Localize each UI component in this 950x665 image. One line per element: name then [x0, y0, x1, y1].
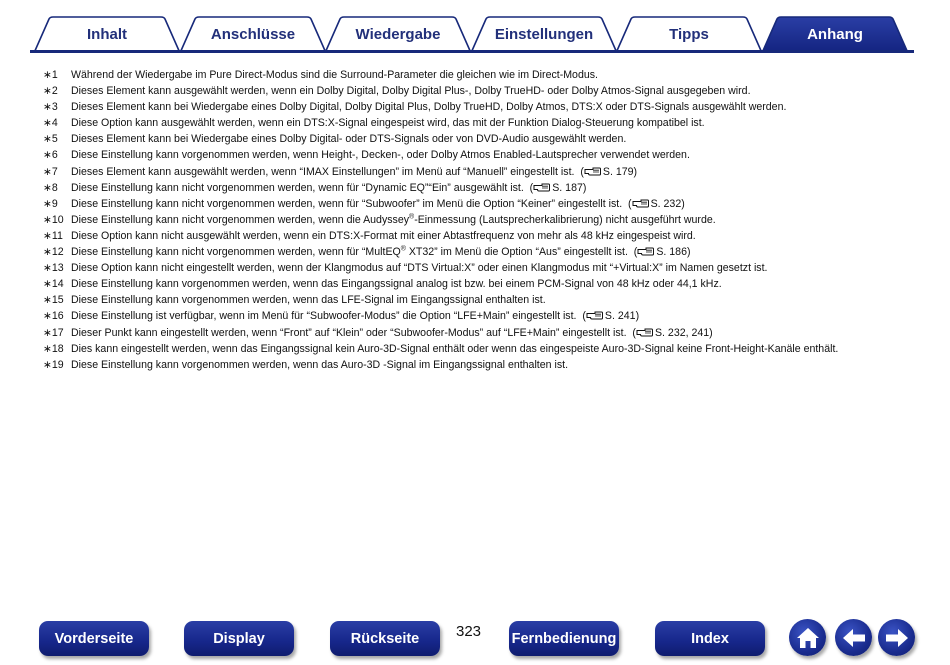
footnote-item [43, 196, 923, 212]
footnote-marker: ∗13 [43, 262, 64, 275]
footnote-item [43, 115, 923, 131]
nav-button-label: Fernbedienung [511, 630, 617, 647]
footnote-marker: ∗3 [43, 101, 58, 114]
pointing-hand-icon [586, 311, 603, 320]
tab-anhang[interactable] [761, 16, 909, 53]
page-reference-link[interactable]: ( S. 186) [627, 246, 691, 259]
page-reference-link[interactable]: ( S. 179) [574, 165, 638, 178]
page-reference-label: S. 241 [604, 310, 636, 323]
tab-bar [0, 0, 950, 56]
home-button[interactable] [789, 619, 826, 656]
footnote-text: Diese Option kann nicht ausgewählt werden, wenn ein DTS:X-Format mit einer Abtastfrequenz von mehr als 48 kHz eingespeist wird. [71, 229, 696, 242]
footnote-marker: ∗16 [43, 310, 64, 323]
tab-label: Einstellungen [494, 26, 594, 43]
footnote-item [43, 357, 923, 373]
footnote-text: Dieses Element kann bei Wiedergabe eines Dolby Digital, Dolby Digital Plus, Dolby TrueHD, Dolby Atmos, DTS:X oder DTS-Signals ausgewählt werden. [71, 101, 787, 114]
footnote-text: Dieses Element kann ausgewählt werden, wenn ein Dolby Digital, Dolby Digital Plus-, Dolby TrueHD- oder Dolby Atmos-Signal ausgegeben wird. [71, 85, 751, 98]
footnote-text: Diese Einstellung kann vorgenommen werden, wenn das LFE-Signal im Eingangssignal enthalten ist. [71, 294, 546, 307]
page-reference-label: S. 232 [650, 197, 682, 210]
footnote-marker: ∗1 [43, 69, 58, 81]
tab-baseline [30, 50, 914, 53]
nav-button-rueckseite[interactable] [330, 621, 440, 656]
footnote-text: Dies kann eingestellt werden, wenn das Eingangssignal kein Auro-3D-Signal enthält oder wenn das eingespeiste Auro-3D-Signal keine Front-Height-Kanäle enthält. [71, 342, 839, 355]
page-reference-link[interactable]: ( S. 187) [523, 181, 587, 194]
tab-tipps[interactable] [615, 16, 763, 53]
pointing-hand-icon [533, 183, 550, 192]
footnote-text: Während der Wiedergabe im Pure Direct-Modus sind die Surround-Parameter die gleichen wie im Direct-Modus. [71, 69, 598, 81]
footnote-item [43, 212, 923, 228]
footnote-marker: ∗19 [43, 358, 64, 371]
page-reference-label: S. 187 [552, 181, 583, 194]
pointing-hand-icon [632, 199, 649, 208]
tab-label: Anhang [807, 26, 863, 43]
footnote-marker: ∗14 [43, 278, 64, 291]
footnote-item [43, 325, 923, 341]
footnote-item [43, 308, 923, 324]
nav-button-vorderseite[interactable] [39, 621, 149, 656]
footnote-list [43, 67, 923, 373]
pointing-hand-icon [584, 167, 601, 176]
pointing-hand-icon [636, 328, 653, 337]
page-reference-link[interactable]: ( S. 232) [622, 197, 685, 210]
footnote-item [43, 292, 923, 308]
footnote-item [43, 341, 923, 357]
footnote-marker: ∗9 [43, 197, 58, 210]
next-page-button[interactable] [878, 619, 915, 656]
pointing-hand-icon [637, 247, 654, 256]
footnote-item [43, 83, 923, 99]
footnote-text: Diese Einstellung kann nicht vorgenommen werden, wenn für “MultEQ® XT32” im Menü die Option “Aus” eingestellt ist. [71, 245, 628, 259]
tab-label: Inhalt [87, 26, 127, 43]
footnote-marker: ∗11 [43, 229, 63, 242]
footnote-marker: ∗15 [43, 294, 64, 307]
footnote-text: Diese Einstellung kann nicht vorgenommen werden, wenn für “Dynamic EQ”“Ein” ausgewählt ist. [71, 181, 524, 194]
page-number: 323 [456, 623, 482, 640]
arrow-right-icon [884, 627, 910, 649]
footnote-marker: ∗12 [43, 246, 64, 259]
footnote-item [43, 164, 923, 180]
page-reference-label: S. 186 [656, 246, 687, 259]
footnote-marker: ∗17 [43, 326, 64, 339]
footnote-marker: ∗2 [43, 85, 58, 98]
footnote-item [43, 67, 923, 83]
footnote-item [43, 276, 923, 292]
footnote-text: Dieser Punkt kann eingestellt werden, wenn “Front” auf “Klein” oder “Subwoofer-Modus” auf “LFE+Main” eingestellt ist. [71, 326, 627, 339]
footnote-marker: ∗18 [43, 342, 64, 355]
footnote-text: Diese Einstellung ist verfügbar, wenn im Menü für “Subwoofer-Modus” die Option “LFE+Main” eingestellt ist. [71, 310, 577, 323]
footnote-item [43, 131, 923, 147]
footnote-text: Diese Einstellung kann nicht vorgenommen werden, wenn die Audyssey®-Einmessung (Lautsprecherkalibrierung) nicht ausgeführt wurde. [71, 213, 716, 226]
nav-button-fernbedienung[interactable] [509, 621, 619, 656]
home-icon [795, 626, 821, 650]
nav-button-label: Rückseite [350, 630, 420, 647]
footnote-text: Diese Option kann nicht eingestellt werden, wenn der Klangmodus auf “DTS Virtual:X” oder einen Klangmodus mit “+Virtual:X” im Namen gesetzt ist. [71, 262, 768, 275]
tab-anschluesse[interactable] [179, 16, 327, 53]
nav-button-label: Vorderseite [54, 630, 134, 647]
footnote-item [43, 260, 923, 276]
tab-inhalt[interactable] [33, 16, 181, 53]
nav-button-label: Display [213, 630, 265, 647]
footnote-item [43, 244, 923, 260]
footnote-marker: ∗8 [43, 181, 58, 194]
footnote-marker: ∗6 [43, 149, 58, 162]
previous-page-button[interactable] [835, 619, 872, 656]
tab-label: Anschlüsse [210, 26, 296, 43]
tab-wiedergabe[interactable] [324, 16, 472, 53]
footnote-text: Diese Einstellung kann vorgenommen werden, wenn Height-, Decken-, oder Dolby Atmos Enabled-Lautsprecher verwendet werden. [71, 149, 690, 162]
footnote-marker: ∗4 [43, 117, 58, 130]
tab-label: Tipps [669, 26, 709, 43]
footnote-item [43, 147, 923, 163]
arrow-left-icon [841, 627, 867, 649]
nav-button-index[interactable] [655, 621, 765, 656]
footnote-text: Diese Einstellung kann nicht vorgenommen werden, wenn für “Subwoofer” im Menü die Option “Keiner” eingestellt ist. [71, 197, 623, 210]
footnote-marker: ∗5 [43, 133, 58, 146]
page-reference-link[interactable]: ( S. 232, 241) [626, 326, 713, 339]
footnote-text: Dieses Element kann ausgewählt werden, wenn “IMAX Einstellungen” im Menü auf “Manuell” eingestellt ist. [71, 165, 575, 178]
tab-einstellungen[interactable] [470, 16, 618, 53]
page-reference-link[interactable]: ( S. 241) [576, 310, 640, 323]
footnote-text: Diese Einstellung kann vorgenommen werden, wenn das Auro-3D -Signal im Eingangssignal enthalten ist. [71, 358, 569, 371]
tab-label: Wiedergabe [355, 26, 441, 43]
footnote-text: Diese Option kann ausgewählt werden, wenn ein DTS:X-Signal eingespeist wird, das mit der Funktion Dialog-Steuerung kompatibel ist. [71, 117, 705, 130]
footnote-item [43, 99, 923, 115]
footnote-text: Diese Einstellung kann vorgenommen werden, wenn das Eingangssignal analog ist bzw. bei einem PCM-Signal von 48 kHz oder 44,1 kHz. [71, 278, 722, 291]
footnote-item [43, 228, 923, 244]
page-reference-label: S. 179 [602, 165, 634, 178]
footnote-marker: ∗10 [43, 213, 64, 226]
page-reference-label: S. 232, 241 [654, 326, 710, 339]
footnote-text: Dieses Element kann bei Wiedergabe eines Dolby Digital- oder DTS-Signals oder von DVD-Audio ausgewählt werden. [71, 133, 627, 146]
footnote-item [43, 180, 923, 196]
nav-button-display[interactable] [184, 621, 294, 656]
nav-button-label: Index [691, 630, 729, 647]
footnote-marker: ∗7 [43, 165, 58, 178]
